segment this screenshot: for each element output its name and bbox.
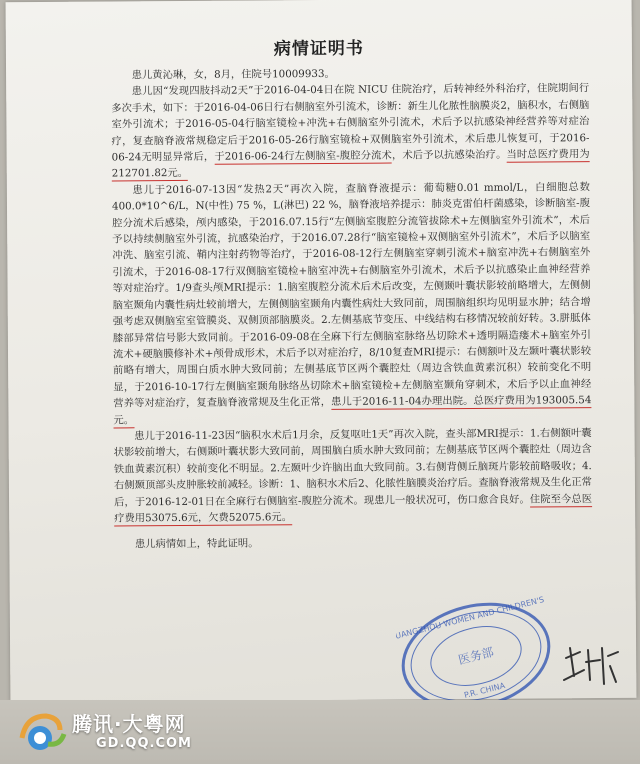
closing-statement: 患儿病情如上，特此证明。 xyxy=(134,537,259,551)
paragraph-text: 患儿于2016-11-23因“脑积水术后1月余，反复呕吐1天”再次入院，查头部MRI提示：1.右侧额叶囊状影较前增大，右侧颞叶囊状影大致同前，周围脑白质水肿大致同前；左侧基底节区两个囊腔灶（周边含铁血黄素沉积）较前变化不明显。2.左颞叶少许脑出血大致同前。3.右侧背侧丘脑斑片影较前略吸收；4.右侧颞顶部头皮肿胀较前减轻。诊断：1、脑积水术后2、化脓性脑膜炎治疗后。查脑脊液常规及生化正常后，于2016-12-01日在全麻行右侧脑室-腹腔分流术。现患儿一般状况可，伤口愈合良好。 xyxy=(113,427,592,509)
tencent-logo-icon xyxy=(16,708,68,756)
watermark-domain: GD.QQ.COM xyxy=(96,736,192,751)
highlighted-fact: 于2016-06-24行左侧脑室-腹腔分流术 xyxy=(214,149,392,163)
svg-text:GUANGZHOU WOMEN AND CHILDREN'S: GUANGZHOU WOMEN AND CHILDREN'S xyxy=(396,596,546,643)
paragraph-text: 患儿于2016-07-13因“发热2天”再次入院，查脑脊液提示：葡萄糖0.01 mmol/L，白细胞总数400.0*10^6/L，N(中性) 75 %，L(淋巴) 22 %，脑脊液培养提示：肺炎克雷伯杆菌感染，诊断脑室-腹腔分流术后感染，颅内感染，于2016.07.15行“左侧脑室腹腔分流管拔除术+左侧脑室外引流术”，术后予以持续侧脑室外引流，抗感染治疗，于2016.07.28行“脑室镜检+双侧脑室外引流术”，术后予以脑室冲洗、脑室引流、鞘内注射药物等治疗，于2016-08-12行左侧脑室穿刺引流术+脑室冲洗+右侧脑室外引流术，于2016-08-17行双侧脑室镜检+脑室冲洗+右侧脑室外引流术，术后予以抗感染止血神经营养等对症治疗。1/9查头颅MRI提示：1.脑室腹腔分流术后术后改变，左侧颞叶囊状影较前略增大，左侧侧脑室颞角内囊性病灶较前增大，左侧侧脑室颞角内囊性病灶大致同前，周围脑组织均见明显水肿；结合增强考虑双侧脑室室管膜炎、双侧顶部脑膜炎。2.左侧基底节变压、中线结构右移情况较前好转。3.胼胝体膝部异常信号影大致同前。于2016-09-08在全麻下行左侧脑室脉络丛切除术+透明隔造瘘术+脑室外引流术+硬脑膜修补术+颅骨成形术，术后予以对症治疗，8/10复查MRI提示：右侧额叶及左颞叶囊状影较前略有增大，周围白质水肿大致同前；左侧基底节区两个囊腔灶（周边含铁血黄素沉积）较前变化不明显，于2016-10-17行左侧脑室颞角脉络丛切除术+脑室镜检+左侧脑室颞角穿刺术，术后予以止血神经营养等对症治疗，复查脑脊液常规及生化正常， xyxy=(111,180,592,410)
highlighted-fact: 患儿于2016-11-04办理出院。总医疗费用为193005.54元。 xyxy=(113,394,592,426)
body-paragraph xyxy=(111,81,590,183)
handwritten-signature xyxy=(560,640,620,690)
paragraph-text: 患儿黄沁琳，女，8月，住院号10009933。 xyxy=(131,67,335,82)
highlighted-fact: 当时总医疗费用为212701.82元。 xyxy=(111,148,590,180)
hospital-stamp xyxy=(396,596,556,716)
body-paragraph xyxy=(114,425,593,527)
svg-text:医务部: 医务部 xyxy=(456,644,496,668)
document-body xyxy=(111,64,592,553)
body-paragraph xyxy=(112,179,592,428)
paragraph-text: 患儿因“发现四肢抖动2天”于2016-04-04日在院 NICU 住院治疗，后转神经外科治疗，住院期间行多次手术，如下：于2016-04-06日行右侧脑室外引流术，诊断：新生儿化脓性脑膜炎2，脑积水，右侧脑室外引流术；于2016-05-04行脑室镜检+冲洗+右侧脑室外引流术，术后予以抗感染神经营养等对症治疗，复查脑脊液常规稳定后于2016-05-26行脑室镜检+双侧脑室外引流术，术后患儿恢复可，于2016-06-24无明显异常后， xyxy=(111,82,590,164)
watermark-brand: 腾讯·大粤网 xyxy=(72,712,186,736)
paragraph-text: ，术后予以抗感染治疗。 xyxy=(391,148,507,162)
svg-text:P.R. CHINA: P.R. CHINA xyxy=(463,681,507,700)
document-title: 病情证明书 xyxy=(273,38,364,60)
highlighted-fact: 住院至今总医疗费用53075.6元，欠费52075.6元。 xyxy=(114,492,593,525)
